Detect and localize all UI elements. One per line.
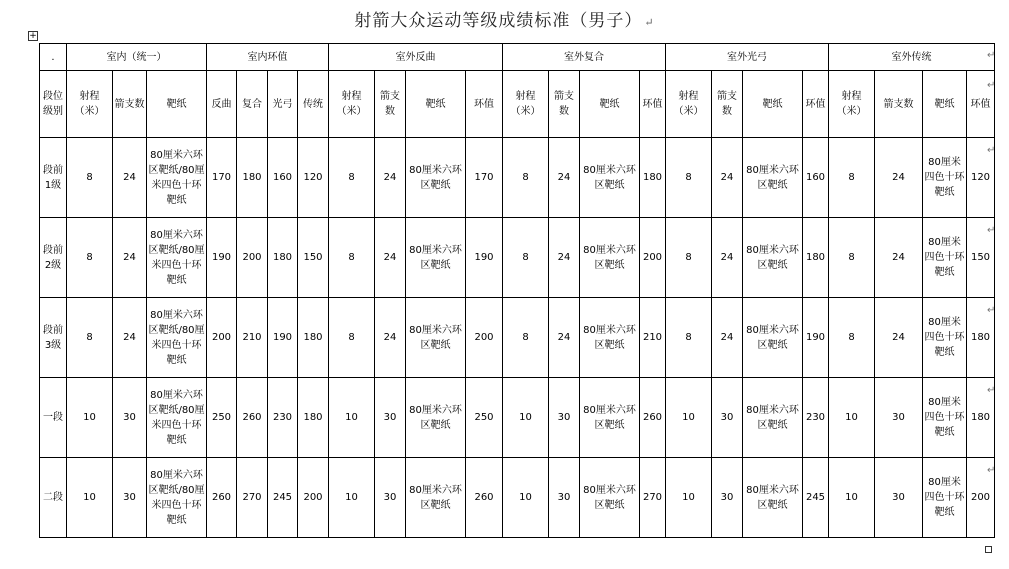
title-text: 射箭大众运动等级成绩标准（男子） xyxy=(354,11,643,31)
table-body xyxy=(40,138,995,538)
indoor-score: 210 xyxy=(237,298,268,378)
level-cell: 段前1级 xyxy=(40,138,67,218)
level-header: 段位级别 xyxy=(40,71,67,138)
header-recurve: 反曲 xyxy=(207,71,237,138)
traditional-target: 80厘米四色十环靶纸 xyxy=(923,218,967,298)
indoor-score: 260 xyxy=(207,458,237,538)
traditional-range: 8 xyxy=(829,138,875,218)
traditional-score: 200 xyxy=(967,458,995,538)
compound-arrows: 30 xyxy=(549,458,580,538)
level-cell: 二段 xyxy=(40,458,67,538)
indoor-score: 180 xyxy=(237,138,268,218)
traditional-score: 180 xyxy=(967,378,995,458)
header-target: 靶纸 xyxy=(923,71,967,138)
row-end-mark: ↵ xyxy=(987,80,996,91)
traditional-range: 8 xyxy=(829,298,875,378)
compound-range: 10 xyxy=(503,378,549,458)
traditional-target: 80厘米四色十环靶纸 xyxy=(923,298,967,378)
indoor-score: 230 xyxy=(268,378,298,458)
traditional-arrows: 30 xyxy=(875,378,923,458)
recurve-score: 260 xyxy=(466,458,503,538)
compound-target: 80厘米六环区靶纸 xyxy=(580,458,640,538)
recurve-score: 200 xyxy=(466,298,503,378)
compound-target: 80厘米六环区靶纸 xyxy=(580,298,640,378)
group-outdoor-recurve: 室外反曲 xyxy=(329,44,503,71)
indoor-target: 80厘米六环区靶纸/80厘米四色十环靶纸 xyxy=(147,218,207,298)
compound-score: 270 xyxy=(640,458,666,538)
traditional-score: 150 xyxy=(967,218,995,298)
recurve-arrows: 24 xyxy=(375,138,406,218)
indoor-arrows: 24 xyxy=(113,298,147,378)
header-barebow: 光弓 xyxy=(268,71,298,138)
indoor-target: 80厘米六环区靶纸/80厘米四色十环靶纸 xyxy=(147,138,207,218)
recurve-score: 170 xyxy=(466,138,503,218)
traditional-target: 80厘米四色十环靶纸 xyxy=(923,458,967,538)
recurve-range: 8 xyxy=(329,218,375,298)
indoor-score: 250 xyxy=(207,378,237,458)
row-end-mark: ↵ xyxy=(987,225,996,236)
traditional-arrows: 24 xyxy=(875,138,923,218)
compound-score: 200 xyxy=(640,218,666,298)
row-end-mark: ↵ xyxy=(987,465,996,476)
recurve-range: 10 xyxy=(329,378,375,458)
indoor-score: 270 xyxy=(237,458,268,538)
indoor-score: 260 xyxy=(237,378,268,458)
indoor-range: 8 xyxy=(67,218,113,298)
indoor-score: 170 xyxy=(207,138,237,218)
compound-arrows: 24 xyxy=(549,298,580,378)
traditional-arrows: 30 xyxy=(875,458,923,538)
grading-standards-table xyxy=(39,43,995,538)
header-score: 环值 xyxy=(803,71,829,138)
table-row xyxy=(40,218,995,298)
barebow-arrows: 24 xyxy=(712,218,743,298)
header-arrows: 箭支数 xyxy=(875,71,923,138)
level-cell: 段前2级 xyxy=(40,218,67,298)
recurve-score: 190 xyxy=(466,218,503,298)
recurve-target: 80厘米六环区靶纸 xyxy=(406,218,466,298)
indoor-score: 180 xyxy=(298,378,329,458)
barebow-score: 230 xyxy=(803,378,829,458)
indoor-range: 10 xyxy=(67,378,113,458)
paragraph-mark: ↵ xyxy=(644,16,655,29)
barebow-arrows: 24 xyxy=(712,298,743,378)
indoor-arrows: 30 xyxy=(113,458,147,538)
traditional-target: 80厘米四色十环靶纸 xyxy=(923,138,967,218)
row-end-mark: ↵ xyxy=(987,50,996,61)
compound-score: 180 xyxy=(640,138,666,218)
compound-arrows: 24 xyxy=(549,218,580,298)
recurve-target: 80厘米六环区靶纸 xyxy=(406,298,466,378)
traditional-score: 180 xyxy=(967,298,995,378)
barebow-target: 80厘米六环区靶纸 xyxy=(743,298,803,378)
table-row xyxy=(40,378,995,458)
indoor-score: 160 xyxy=(268,138,298,218)
compound-target: 80厘米六环区靶纸 xyxy=(580,138,640,218)
barebow-arrows: 30 xyxy=(712,378,743,458)
indoor-range: 10 xyxy=(67,458,113,538)
compound-range: 8 xyxy=(503,298,549,378)
header-compound: 复合 xyxy=(237,71,268,138)
table-row xyxy=(40,458,995,538)
table-resize-handle[interactable] xyxy=(985,546,992,553)
indoor-score: 200 xyxy=(207,298,237,378)
indoor-score: 200 xyxy=(298,458,329,538)
barebow-score: 180 xyxy=(803,218,829,298)
header-range: 射程（米） xyxy=(67,71,113,138)
barebow-range: 10 xyxy=(666,378,712,458)
recurve-target: 80厘米六环区靶纸 xyxy=(406,378,466,458)
sub-header-row xyxy=(40,71,995,138)
traditional-score: 120 xyxy=(967,138,995,218)
header-target: 靶纸 xyxy=(580,71,640,138)
header-range: 射程（米） xyxy=(503,71,549,138)
indoor-range: 8 xyxy=(67,138,113,218)
indoor-score: 200 xyxy=(237,218,268,298)
recurve-range: 10 xyxy=(329,458,375,538)
barebow-target: 80厘米六环区靶纸 xyxy=(743,138,803,218)
row-end-mark: ↵ xyxy=(987,385,996,396)
traditional-range: 10 xyxy=(829,378,875,458)
compound-range: 8 xyxy=(503,138,549,218)
traditional-range: 8 xyxy=(829,218,875,298)
barebow-range: 8 xyxy=(666,138,712,218)
recurve-arrows: 24 xyxy=(375,298,406,378)
recurve-range: 8 xyxy=(329,138,375,218)
level-cell: 一段 xyxy=(40,378,67,458)
indoor-target: 80厘米六环区靶纸/80厘米四色十环靶纸 xyxy=(147,378,207,458)
compound-target: 80厘米六环区靶纸 xyxy=(580,218,640,298)
traditional-arrows: 24 xyxy=(875,218,923,298)
table-row xyxy=(40,138,995,218)
indoor-range: 8 xyxy=(67,298,113,378)
level-cell: 段前3级 xyxy=(40,298,67,378)
header-score: 环值 xyxy=(466,71,503,138)
group-outdoor-barebow: 室外光弓 xyxy=(666,44,829,71)
recurve-target: 80厘米六环区靶纸 xyxy=(406,138,466,218)
recurve-arrows: 30 xyxy=(375,378,406,458)
header-arrows: 箭支数 xyxy=(113,71,147,138)
barebow-range: 8 xyxy=(666,218,712,298)
header-score: 环值 xyxy=(640,71,666,138)
recurve-target: 80厘米六环区靶纸 xyxy=(406,458,466,538)
header-arrows: 箭支数 xyxy=(712,71,743,138)
header-range: 射程（米） xyxy=(829,71,875,138)
group-indoor-unified: 室内（统一） xyxy=(67,44,207,71)
indoor-score: 190 xyxy=(207,218,237,298)
recurve-score: 250 xyxy=(466,378,503,458)
header-arrows: 箭支数 xyxy=(549,71,580,138)
header-traditional: 传统 xyxy=(298,71,329,138)
barebow-arrows: 24 xyxy=(712,138,743,218)
document-title xyxy=(0,6,1009,31)
indoor-target: 80厘米六环区靶纸/80厘米四色十环靶纸 xyxy=(147,298,207,378)
indoor-score: 120 xyxy=(298,138,329,218)
indoor-score: 150 xyxy=(298,218,329,298)
indoor-score: 190 xyxy=(268,298,298,378)
indoor-score: 180 xyxy=(298,298,329,378)
table-row xyxy=(40,298,995,378)
header-range: 射程（米） xyxy=(329,71,375,138)
recurve-arrows: 30 xyxy=(375,458,406,538)
barebow-score: 245 xyxy=(803,458,829,538)
indoor-arrows: 24 xyxy=(113,138,147,218)
group-header-row xyxy=(40,44,995,71)
row-end-mark: ↵ xyxy=(987,305,996,316)
traditional-arrows: 24 xyxy=(875,298,923,378)
indoor-score: 245 xyxy=(268,458,298,538)
barebow-range: 10 xyxy=(666,458,712,538)
compound-score: 260 xyxy=(640,378,666,458)
indoor-target: 80厘米六环区靶纸/80厘米四色十环靶纸 xyxy=(147,458,207,538)
row-end-mark: ↵ xyxy=(987,145,996,156)
compound-range: 10 xyxy=(503,458,549,538)
compound-arrows: 30 xyxy=(549,378,580,458)
barebow-target: 80厘米六环区靶纸 xyxy=(743,218,803,298)
group-outdoor-compound: 室外复合 xyxy=(503,44,666,71)
traditional-range: 10 xyxy=(829,458,875,538)
barebow-arrows: 30 xyxy=(712,458,743,538)
compound-target: 80厘米六环区靶纸 xyxy=(580,378,640,458)
header-target: 靶纸 xyxy=(406,71,466,138)
header-score: 环值 xyxy=(967,71,995,138)
corner-cell: . xyxy=(40,44,67,71)
barebow-range: 8 xyxy=(666,298,712,378)
header-arrows: 箭支数 xyxy=(375,71,406,138)
table-move-handle-icon[interactable]: + xyxy=(29,31,37,41)
barebow-score: 190 xyxy=(803,298,829,378)
indoor-arrows: 30 xyxy=(113,378,147,458)
header-range: 射程（米） xyxy=(666,71,712,138)
barebow-score: 160 xyxy=(803,138,829,218)
header-target: 靶纸 xyxy=(147,71,207,138)
traditional-target: 80厘米四色十环靶纸 xyxy=(923,378,967,458)
indoor-score: 180 xyxy=(268,218,298,298)
compound-score: 210 xyxy=(640,298,666,378)
recurve-arrows: 24 xyxy=(375,218,406,298)
group-outdoor-traditional: 室外传统 xyxy=(829,44,995,71)
indoor-arrows: 24 xyxy=(113,218,147,298)
barebow-target: 80厘米六环区靶纸 xyxy=(743,458,803,538)
compound-range: 8 xyxy=(503,218,549,298)
recurve-range: 8 xyxy=(329,298,375,378)
header-target: 靶纸 xyxy=(743,71,803,138)
group-indoor-scores: 室内环值 xyxy=(207,44,329,71)
compound-arrows: 24 xyxy=(549,138,580,218)
barebow-target: 80厘米六环区靶纸 xyxy=(743,378,803,458)
